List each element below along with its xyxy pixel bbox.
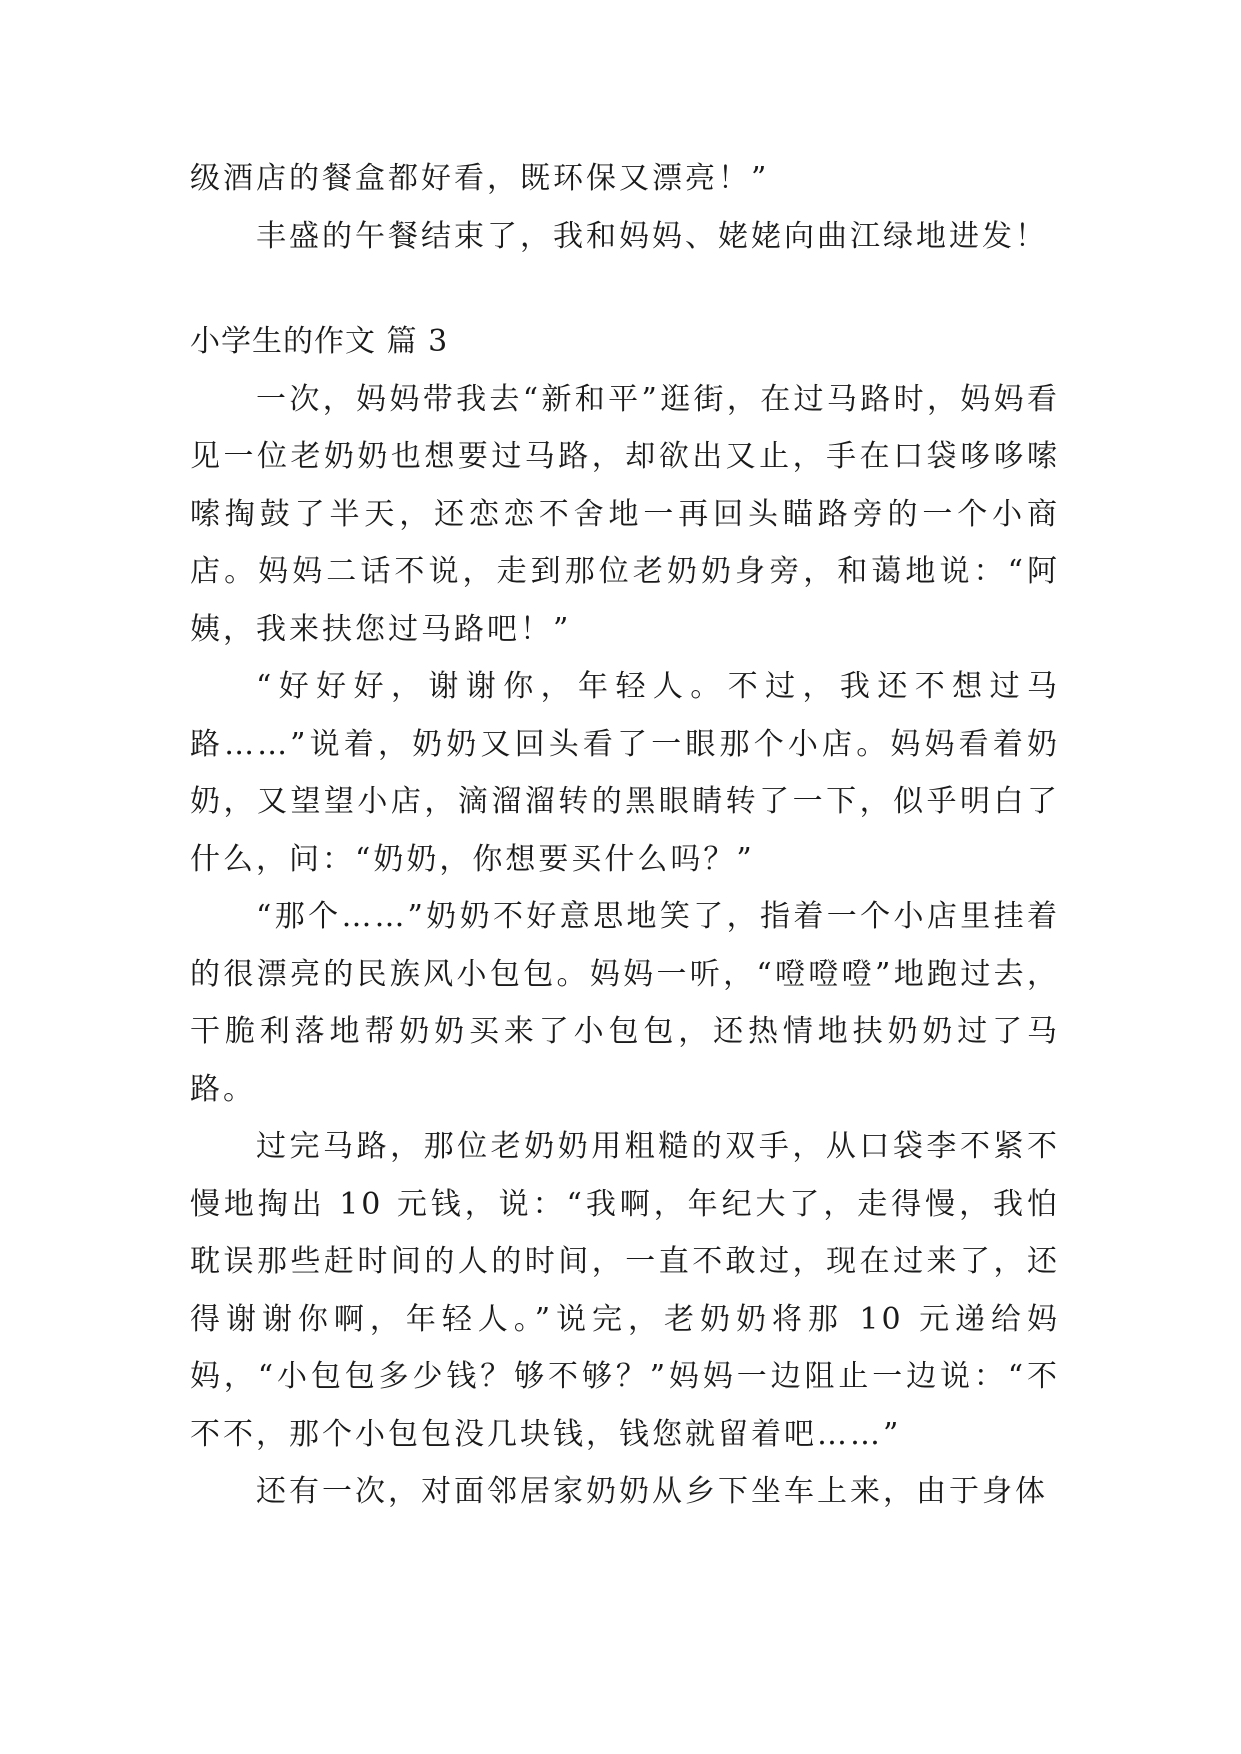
paragraph: “那个……”奶奶不好意思地笑了，指着一个小店里挂着的很漂亮的民族风小包包。妈妈一听，“噔噔噔”地跑过去，干脆利落地帮奶奶买来了小包包，还热情地扶奶奶过了马路。 [190, 899, 1060, 1107]
paragraph: 丰盛的午餐结束了，我和妈妈、姥姥向曲江绿地进发！ [256, 218, 1048, 254]
paragraph: “好好好，谢谢你，年轻人。不过，我还不想过马路……”说着，奶奶又回头看了一眼那个小店。妈妈看着奶奶，又望望小店，滴溜溜转的黑眼睛转了一下，似乎明白了什么，问：“奶奶，你想要买什么吗？” [190, 669, 1060, 877]
paragraph: 一次，妈妈带我去“新和平”逛街，在过马路时，妈妈看见一位老奶奶也想要过马路，却欲出又止，手在口袋哆哆嗦嗦掏鼓了半天，还恋恋不舍地一再回头瞄路旁的一个小商店。妈妈二话不说，走到那位老奶奶身旁，和蔼地说：“阿姨，我来扶您过马路吧！” [190, 381, 1060, 647]
paragraph-continued: 级酒店的餐盒都好看，既环保又漂亮！” [190, 161, 770, 196]
paragraph: 过完马路，那位老奶奶用粗糙的双手，从口袋李不紧不慢地掏出 10 元钱，说：“我啊，年纪大了，走得慢，我怕耽误那些赶时间的人的时间，一直不敢过，现在过来了，还得谢谢你啊，年轻人。”说完，老奶奶将那 10 元递给妈妈，“小包包多少钱？够不够？”妈妈一边阻止一边说：“不不不，那个小包包没几块钱，钱您就留着吧……” [190, 1129, 1060, 1452]
section-title: 小学生的作文 篇 3 [190, 324, 449, 359]
section-gap [190, 265, 1060, 313]
document-body [190, 150, 1060, 1521]
paragraph: 还有一次，对面邻居家奶奶从乡下坐车上来，由于身体 [256, 1474, 1048, 1509]
